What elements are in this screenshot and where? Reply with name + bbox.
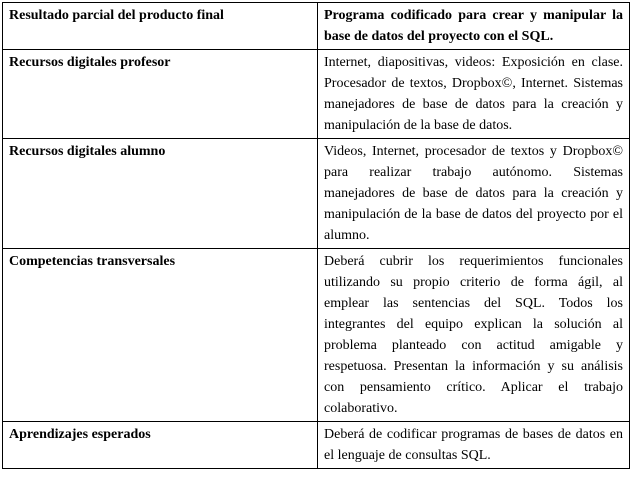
- table-row: [3, 422, 630, 469]
- row-label: Aprendizajes esperados: [3, 422, 318, 469]
- row-value: Videos, Internet, procesador de textos y Dropbox© para realizar trabajo autónomo. Sistemas manejadores de base de datos para la creación y manipulación de la base de datos del proyecto por el alumno.: [318, 139, 630, 249]
- table-row: [3, 50, 630, 139]
- table-row: [3, 139, 630, 249]
- row-value: Deberá de codificar programas de bases de datos en el lenguaje de consultas SQL.: [318, 422, 630, 469]
- document-table: [2, 2, 630, 469]
- table-row: [3, 3, 630, 50]
- row-label: Resultado parcial del producto final: [3, 3, 318, 50]
- row-value: Deberá cubrir los requerimientos funcionales utilizando su propio criterio de forma ágil, al emplear las sentencias del SQL. Todos los integrantes del equipo explican la solución al problema planteado con actitud amigable y respetuosa. Presentan la información y su análisis con pensamiento crítico. Aplicar el trabajo colaborativo.: [318, 249, 630, 422]
- row-label: Recursos digitales profesor: [3, 50, 318, 139]
- table-row: [3, 249, 630, 422]
- row-value: Programa codificado para crear y manipular la base de datos del proyecto con el SQL.: [318, 3, 630, 50]
- row-label: Competencias transversales: [3, 249, 318, 422]
- row-label: Recursos digitales alumno: [3, 139, 318, 249]
- row-value: Internet, diapositivas, videos: Exposición en clase. Procesador de textos, Dropbox©, Internet. Sistemas manejadores de base de datos para la creación y manipulación de la base de datos.: [318, 50, 630, 139]
